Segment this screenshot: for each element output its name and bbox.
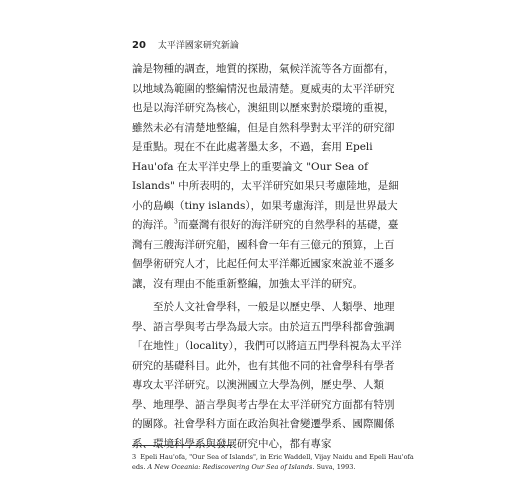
footnote-publisher: . Suva, 1993. xyxy=(312,463,356,471)
paragraph-1 xyxy=(132,60,402,294)
footnote xyxy=(132,452,417,472)
body-text xyxy=(132,60,402,454)
running-title: 太平洋國家研究新論 xyxy=(157,41,239,51)
paragraph-1-part-2: 而臺灣有很好的海洋研究的自然學科的基礎，臺灣有三艘海洋研究船，國科會一年有三億元的預算，上百個學術研究人才，比起任何太平洋鄰近國家來說並不遜多讓，沒有理由不能重新整編，加強太平洋的研究。 xyxy=(132,219,399,290)
footnote-text: Epeli Hau'ofa, "Our Sea of Islands", in Eric Waddell, Vijay Naidu and Epeli Hau'ofa eds. xyxy=(132,453,414,471)
paragraph-2: 至於人文社會學科，一般是以歷史學、人類學、地理學、語言學與考古學為最大宗。由於這五門學科都會強調「在地性」（locality），我們可以將這五門學科視為太平洋研究的基礎科目。此外，也有其他不同的社會學科有學者專攻太平洋研究。以澳洲國立大學為例，歷史學、人類學、地理學、語言學與考古學在太平洋研究方面都有特別的團隊。社會學科方面在政治與社會變遷學系、國際關係系、環境科學系與發展研究中心，都有專家 xyxy=(132,301,402,450)
footnote-number: 3 xyxy=(132,453,137,461)
paragraph-1-part-1: 論是物種的調查，地質的探勘，氣候洋流等各方面都有，以地域為範圍的整編情況也最清楚。夏威夷的太平洋研究也是以海洋研究為核心，澳紐則以歷來對於環境的重視，雖然未必有清楚地整編，但是自然科學對太平洋的研究卻是重點。現在不在此處著墨太多，不過，套用 Epeli Hau'ofa 在太平洋史學上的重要論文 "Our Sea of Islands" 中所表明的，太平洋研究如果只考慮陸地，是細小的島嶼（tiny islands），如果考慮海洋，則是世界最大的海洋。 xyxy=(132,63,399,231)
page-number: 20 xyxy=(132,40,146,51)
footnote-reference: 3 xyxy=(174,218,178,226)
footnote-book-title: A New Oceania: Rediscovering Our Sea of Islands xyxy=(147,463,313,471)
running-head xyxy=(132,38,239,51)
footnote-divider xyxy=(132,445,232,446)
